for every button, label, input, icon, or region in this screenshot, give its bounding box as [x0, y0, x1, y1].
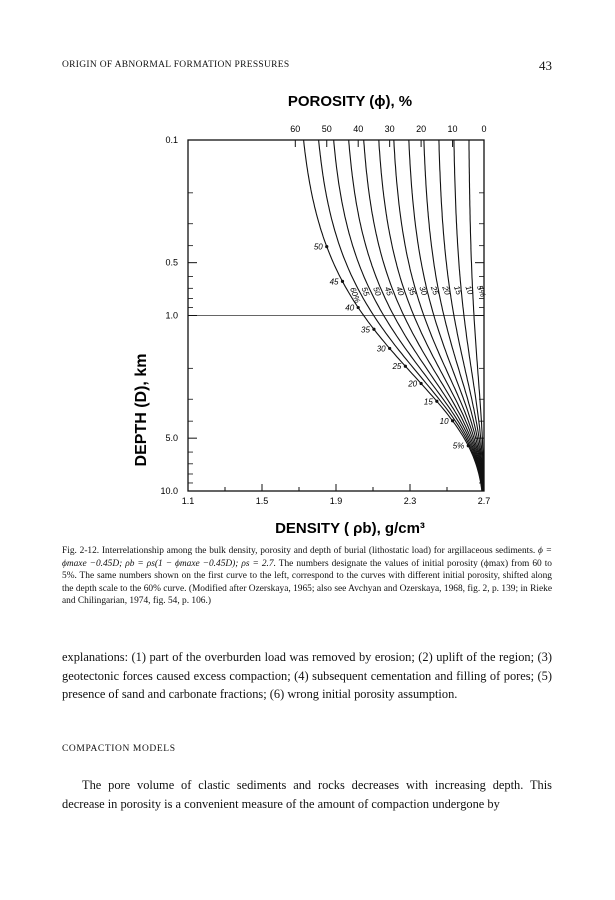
- porosity-tick-label: 60: [290, 124, 301, 134]
- depth-tick-label: 0.1: [165, 135, 178, 145]
- curve-label-35: 35: [405, 285, 418, 297]
- first-curve-label: 20: [408, 379, 418, 389]
- density-tick-label: 1.9: [329, 496, 343, 506]
- porosity-tick-label: 0: [481, 124, 487, 134]
- curve-label-25: 25: [428, 284, 441, 297]
- section-heading: COMPACTION MODELS: [62, 744, 176, 754]
- porosity-tick-label: 30: [384, 124, 395, 134]
- first-curve-label: 10: [439, 416, 449, 426]
- running-head: [62, 58, 552, 74]
- curve-label-20: 20: [440, 284, 452, 297]
- first-curve-marker: [404, 365, 407, 368]
- first-curve-label: 50: [313, 242, 323, 252]
- figure-2-12: [0, 80, 615, 540]
- page-number: 43: [539, 58, 552, 73]
- porosity-axis-title: POROSITY (ϕ), %: [287, 93, 413, 110]
- density-depth-chart: [0, 80, 615, 540]
- porosity-tick-label: 10: [447, 124, 458, 134]
- curve-label-5: 5%: [475, 284, 488, 299]
- first-curve-marker: [467, 444, 470, 447]
- first-curve-label: 30: [376, 344, 386, 354]
- curve-label-30: 30: [417, 285, 429, 297]
- curve-label-40: 40: [394, 285, 406, 297]
- caption-rest: The numbers designate the values of initial porosity (ϕmax) from 60 to 5%. The same numbers shown on the first curve to the left, correspond to the curves with different initial porosity, shifted along the depth scale to the 60% curve. (Modified after Ozerskaya, 1965; also see Avchyan and Ozerskaya, 1968, fig. 2, p. 139; in Rieke and Chilingarian, 1974, fig. 54, p. 106.): [62, 558, 552, 607]
- depth-tick-label: 1.0: [165, 310, 178, 321]
- first-curve-marker: [420, 382, 423, 385]
- depth-tick-label: 0.5: [165, 257, 178, 268]
- first-curve-label: 15: [423, 397, 433, 407]
- running-title: ORIGIN OF ABNORMAL FORMATION PRESSURES: [62, 60, 290, 70]
- curve-label-10: 10: [463, 284, 476, 296]
- first-curve-marker: [325, 245, 328, 248]
- first-curve-label: 35: [361, 325, 370, 335]
- depth-tick-label: 5.0: [165, 433, 178, 444]
- caption-formula: ϕ = ϕmaxe −0.45D; ρb = ρs(1 − ϕmaxe −0.45D); ρs = 2.7.: [62, 546, 552, 569]
- density-tick-label: 1.5: [255, 496, 269, 506]
- first-curve-label: 25: [392, 362, 402, 372]
- density-tick-label: 2.3: [403, 496, 417, 506]
- density-axis-title: DENSITY ( ρb), g/cm³: [275, 520, 425, 537]
- curve-label-45: 45: [382, 285, 395, 297]
- density-tick-label: 1.1: [181, 496, 195, 506]
- porosity-tick-label: 40: [353, 124, 364, 134]
- body-paragraph-1: explanations: (1) part of the overburden load was removed by erosion; (2) uplift of the region; (3) geotectonic forces caused excess compaction; (4) subsequent cementation and filling of pores; (5) presence of sand and carbonate fractions; (6) wrong initial porosity assumption.: [62, 650, 552, 701]
- curve-label-60: 60%: [348, 286, 363, 305]
- first-curve-marker: [372, 328, 375, 331]
- first-curve-marker: [388, 347, 391, 350]
- first-curve-label: 45: [329, 277, 339, 287]
- density-tick-label: 2.7: [477, 496, 491, 506]
- first-curve-marker: [357, 306, 360, 309]
- curve-label-55: 55: [359, 285, 372, 298]
- first-curve-label: 40: [345, 303, 355, 313]
- first-curve-label: 5%: [452, 441, 465, 451]
- porosity-tick-label: 20: [416, 124, 427, 134]
- curve-label-15: 15: [451, 284, 464, 296]
- curve-label-50: 50: [371, 285, 383, 298]
- figure-caption: [62, 545, 552, 608]
- porosity-tick-label: 50: [321, 124, 332, 134]
- body-paragraph-2: The pore volume of clastic sediments and rocks decreases with increasing depth. This decrease in porosity is a convenient measure of the amount of compaction undergone by: [62, 778, 552, 811]
- depth-tick-label: 10.0: [160, 486, 178, 496]
- first-curve-marker: [451, 419, 454, 422]
- depth-axis-title: DEPTH (D), km: [133, 353, 150, 467]
- caption-lead: Fig. 2-12. Interrelationship among the bulk density, porosity and depth of burial (lithostatic load) for argillaceous sediments.: [62, 546, 539, 556]
- first-curve-marker: [435, 400, 438, 403]
- first-curve-marker: [341, 280, 344, 283]
